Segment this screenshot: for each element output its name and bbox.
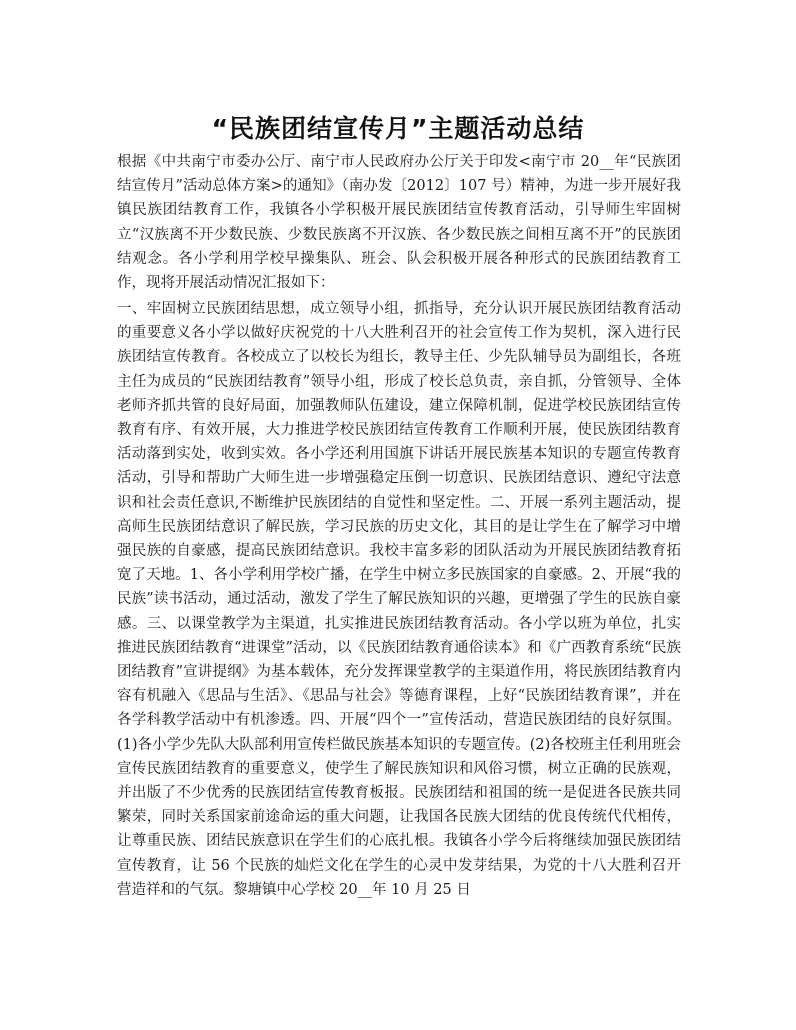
paragraph-body: 一、牢固树立民族团结思想，成立领导小组，抓指导，充分认识开展民族团结教育活动的重要意义各小学以做好庆祝党的十八大胜利召开的社会宣传工作为契机，深入进行民族团结宣传教育。各校成立了以校长为组长，教导主任、少先队辅导员为副组长，各班主任为成员的“民族团结教育”领导小组，形成了校长总负责，亲自抓，分管领导、全体老师齐抓共管的良好局面，加强教师队伍建设，建立保障机制，促进学校民族团结宣传教育有序、有效开展，大力推进学校民族团结宣传教育工作顺利开展，使民族团结教育活动落到实处，收到实效。各小学还利用国旗下讲话开展民族基本知识的专题宣传教育活动，引导和帮助广大师生进一步增强稳定压倒一切意识、民族团结意识、遵纪守法意识和社会责任意识,不断维护民族团结的自觉性和坚定性。二、开展一系列主题活动，提高师生民族团结意识了解民族，学习民族的历史文化，其目的是让学生在了解学习中增强民族的自豪感，提高民族团结意识。我校丰富多彩的团队活动为开展民族团结教育拓宽了天地。1、各小学利用学校广播，在学生中树立多民族国家的自豪感。2、开展“我的民族”读书活动，通过活动，激发了学生了解民族知识的兴趣，更增强了学生的民族自豪感。三、以课堂教学为主渠道，扎实推进民族团结教育活动。各小学以班为单位，扎实推进民族团结教育“进课堂”活动，以《民族团结教育通俗读本》和《广西教育系统“民族团结教育”宣讲提纲》为基本载体，充分发挥课堂教学的主渠道作用，将民族团结教育内容有机融入《思品与生活》、《思品与社会》等德育课程，上好“民族团结教育课”，并在各学科教学活动中有机渗透。四、开展“四个一”宣传活动，营造民族团结的良好氛围。(1)各小学少先队大队部利用宣传栏做民族基本知识的专题宣传。(2)各校班主任利用班会宣传民族团结教育的重要意义，使学生了解民族知识和风俗习惯，树立正确的民族观，并出版了不少优秀的民族团结宣传教育板报。民族团结和祖国的统一是促进各民族共同繁荣，同时关系国家前途命运的重大问题，让我国各民族大团结的优良传统代代相传，让尊重民族、团结民族意识在学生们的心底扎根。我镇各小学今后将继续加强民族团结宣传教育，让 56 个民族的灿烂文化在学生的心灵中发芽结果，为党的十八大胜利召开营造祥和的气氛。黎塘镇中心学校 20__年 10 月 25 日 xyxy=(117,301,681,898)
paragraph-intro: 根据《中共南宁市委办公厅、南宁市人民政府办公厅关于印发<南宁市 20__年“民族团结宣传月”活动总体方案>的通知》（南办发〔2012〕107 号）精神，为进一步开展好我镇民族团结教育工作，我镇各小学积极开展民族团结宣传教育活动，引导师生牢固树立“汉族离不开少数民族、少数民族离不开汉族、各少数民族之间相互离不开”的民族团结观念。各小学利用学校早操集队、班会、队会积极开展各种形式的民族团结教育工作，现将开展活动情况汇报如下： xyxy=(117,154,681,292)
document-title: “民族团结宣传月”主题活动总结 xyxy=(211,113,585,143)
